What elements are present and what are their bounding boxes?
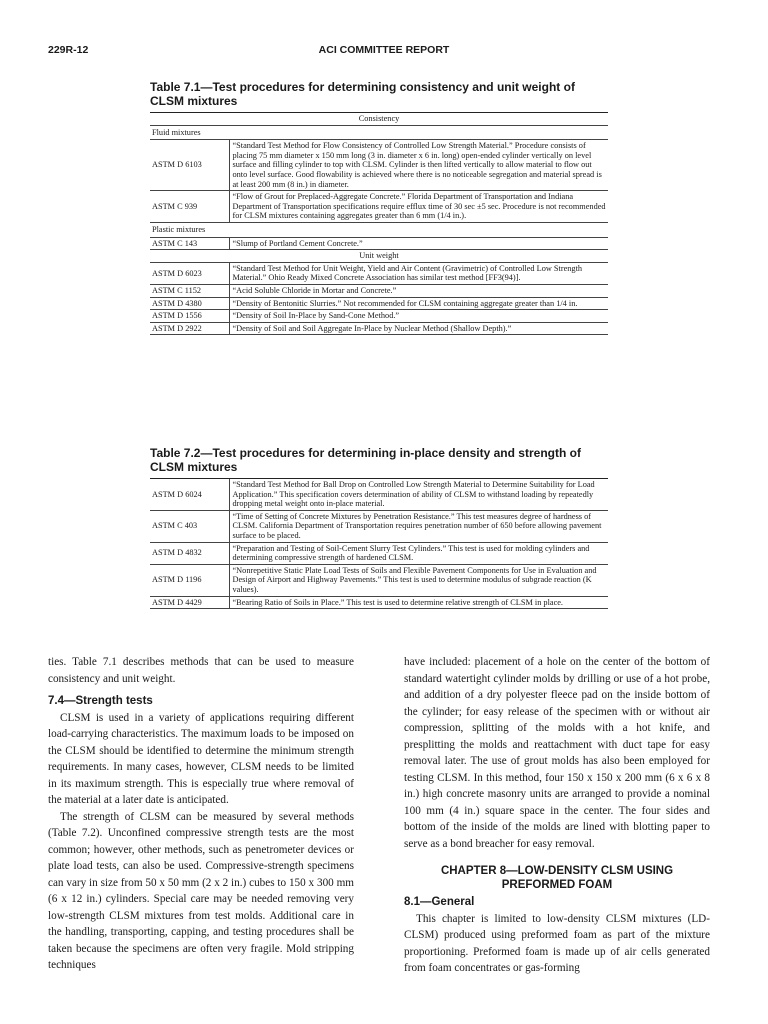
table-row xyxy=(150,191,608,223)
table-row xyxy=(150,596,608,609)
table-7-1 xyxy=(150,112,608,335)
table-row xyxy=(150,510,608,542)
table-7-1-title: Table 7.1—Test procedures for determining consistency and unit weight of CLSM mixtures xyxy=(150,80,575,108)
test-code: ASTM D 4832 xyxy=(150,542,229,564)
body-paragraph: ties. Table 7.1 describes methods that can be used to measure consistency and unit weight. xyxy=(48,656,354,685)
chapter-heading-line: CHAPTER 8—LOW-DENSITY CLSM USING xyxy=(440,865,674,877)
test-code: ASTM D 1196 xyxy=(150,564,229,596)
test-description: “Density of Bentonitic Slurries.” Not recommended for CLSM containing aggregate greater than 1/4 in. xyxy=(229,297,608,310)
test-description: “Density of Soil In-Place by Sand-Cone Method.” xyxy=(229,310,608,323)
test-code: ASTM C 1152 xyxy=(150,284,229,297)
table-row xyxy=(150,310,608,323)
table-row xyxy=(150,542,608,564)
running-title: ACI COMMITTEE REPORT xyxy=(318,44,450,56)
test-description: “Standard Test Method for Ball Drop on Controlled Low Strength Material to Determine Suitability for Load Application.” This specification covers determination of ability of CLSM to withstand loading by repeatedly dropping metal weight onto in-place material. xyxy=(229,479,608,511)
body-paragraph: This chapter is limited to low-density CLSM mixtures (LD-CLSM) produced using preformed foam as part of the mixture proportioning. Preformed foam is made up of air cells generated from foam concentrates or gas-forming xyxy=(404,912,710,974)
test-description: “Standard Test Method for Unit Weight, Yield and Air Content (Gravimetric) of Controlled Low Strength Material.” Ohio Ready Mixed Concrete Association has similar test method [FF3(94)]. xyxy=(229,262,608,284)
test-description: “Flow of Grout for Preplaced-Aggregate Concrete.” Florida Department of Transportation and Indiana Department of Transportation specifications require efflux time of 30 sec ±5 sec. Procedure is not recommended for CLSM mixtures containing aggregates greater than 6 mm (1/4 in.). xyxy=(229,191,608,223)
test-description: “Nonrepetitive Static Plate Load Tests of Soils and Flexible Pavement Components for Use in Evaluation and Design of Airport and Highway Pavements.” This test is used to determine modulus of subgrade reaction (K values). xyxy=(229,564,608,596)
test-code: ASTM D 6023 xyxy=(150,262,229,284)
section-heading-8-1: 8.1—General xyxy=(404,896,475,908)
table-row xyxy=(150,140,608,191)
test-code: ASTM D 4429 xyxy=(150,596,229,609)
test-description: “Slump of Portland Cement Concrete.” xyxy=(229,237,608,250)
section-heading-consistency: Consistency xyxy=(150,113,608,126)
subheading-fluid-mixtures: Fluid mixtures xyxy=(150,125,608,140)
table-7-2 xyxy=(150,478,608,609)
table-7-2-title: Table 7.2—Test procedures for determining in-place density and strength of CLSM mixtures xyxy=(150,446,581,474)
test-description: “Time of Setting of Concrete Mixtures by Penetration Resistance.” This test measures degree of hardness of CLSM. California Department of Transportation requires penetration number of 650 before allowing pavement surface to be placed. xyxy=(229,510,608,542)
document-number: 229R-12 xyxy=(48,44,89,56)
table-row xyxy=(150,284,608,297)
chapter-heading-line: PREFORMED FOAM xyxy=(501,878,613,891)
test-code: ASTM D 6024 xyxy=(150,479,229,511)
body-paragraph: The strength of CLSM can be measured by several methods (Table 7.2). Unconfined compressive strength tests are the most common; however, other methods, such as penetrometer devices or plate load tests, can also be used. Compressive-strength specimens can vary in size from 50 x 50 mm (2 x 2 in.) cubes to 150 x 300 mm (6 x 12 in.) cylinders. Special care may be needed removing very low-strength CLSM mixtures from test molds. Additional care in the handling, transporting, capping, and testing procedures shall be taken because the specimens are often very fragile. Mold stripping techniques xyxy=(48,810,354,971)
right-text-column xyxy=(404,654,710,977)
chapter-8-heading xyxy=(404,865,710,892)
test-code: ASTM C 939 xyxy=(150,191,229,223)
subheading-plastic-mixtures: Plastic mixtures xyxy=(150,222,608,237)
section-heading-7-4: 7.4—Strength tests xyxy=(48,695,153,707)
table-row xyxy=(150,564,608,596)
test-description: “Standard Test Method for Flow Consistency of Controlled Low Strength Material.” Procedure consists of placing 75 mm diameter x 150 mm long (3 in. diameter x 6 in. long) open-ended cylinder vertically on level surface and filling cylinder to top with CLSM. Cylinder is then lifted vertically to allow material to flow out onto level surface. Good flowability is achieved where there is no noticeable segregation and material spread is at least 200 mm (8 in.) in diameter. xyxy=(229,140,608,191)
test-code: ASTM D 1556 xyxy=(150,310,229,323)
section-heading-unit-weight: Unit weight xyxy=(150,250,608,263)
table-row xyxy=(150,237,608,250)
test-description: “Density of Soil and Soil Aggregate In-Place by Nuclear Method (Shallow Depth).” xyxy=(229,322,608,335)
test-description: “Bearing Ratio of Soils in Place.” This test is used to determine relative strength of CLSM in place. xyxy=(229,596,608,609)
test-description: “Preparation and Testing of Soil-Cement Slurry Test Cylinders.” This test is used for molding cylinders and determining compressive strength of hardened CLSM. xyxy=(229,542,608,564)
table-row xyxy=(150,297,608,310)
test-code: ASTM C 143 xyxy=(150,237,229,250)
left-text-column xyxy=(48,654,354,974)
body-paragraph: CLSM is used in a variety of applications requiring different load-carrying characteristics. The maximum loads to be imposed on the CLSM should be identified to determine the minimum strength requirements. In many cases, however, CLSM needs to be limited in its maximum strength. This is especially true where removal of the material at a later date is anticipated. xyxy=(48,711,354,806)
test-description: “Acid Soluble Chloride in Mortar and Concrete.” xyxy=(229,284,608,297)
test-code: ASTM D 2922 xyxy=(150,322,229,335)
table-row xyxy=(150,322,608,335)
table-row xyxy=(150,479,608,511)
test-code: ASTM D 6103 xyxy=(150,140,229,191)
test-code: ASTM C 403 xyxy=(150,510,229,542)
table-row xyxy=(150,262,608,284)
test-code: ASTM D 4380 xyxy=(150,297,229,310)
body-paragraph: have included: placement of a hole on the center of the bottom of standard watertight cylinder molds by drilling or use of a hot probe, and addition of a dry polyester fleece pad on the inside bottom of the cylinder; for easy release of the specimen with or without air compression, splitting of the molds with a hot knife, and presplitting the molds and reattachment with duct tape for easy removal later. The use of grout molds has also been employed for testing CLSM. In this method, four 150 x 150 x 200 mm (6 x 6 x 8 in.) high concrete masonry units are arranged to provide a nominal 100 mm (4 in.) square space in the center. The four sides and bottom of the inside of the molds are lined with blotting paper to serve as a bond breacher for easy removal. xyxy=(404,656,710,850)
